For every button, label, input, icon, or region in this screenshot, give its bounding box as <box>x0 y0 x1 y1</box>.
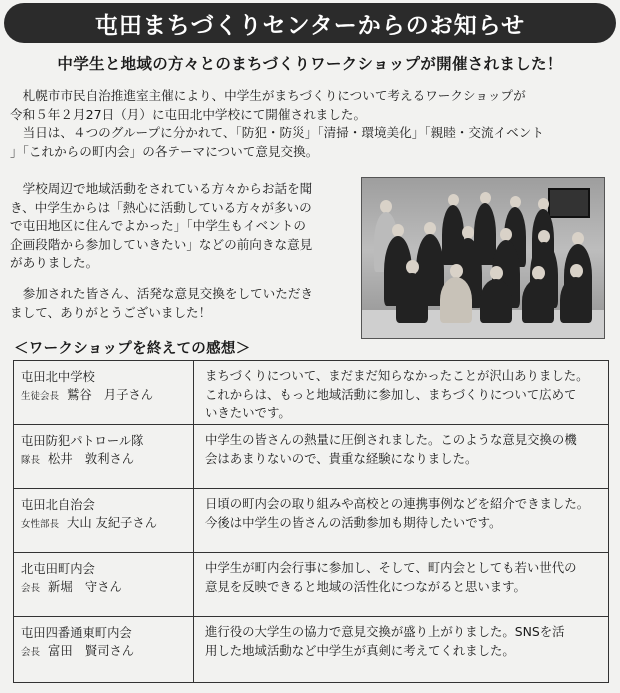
table-row <box>14 361 609 425</box>
org-name: 屯田防犯パトロール隊 <box>21 434 144 448</box>
org-name: 屯田北自治会 <box>21 498 95 512</box>
article-headline: 中学生と地域の方々とのまちづくりワークショップが開催されました！ <box>57 55 563 73</box>
photo-screen <box>548 188 590 218</box>
comment-text: 中学生が町内会行事に参加し、そして、町内会としても若い世代の 意見を反映できると地域の活性化につながると思います。 <box>205 560 577 594</box>
person-name: 松井 敦利さん <box>48 452 135 466</box>
org-name: 屯田北中学校 <box>21 370 95 384</box>
comment-text: まちづくりについて、まだまだ知らなかったことが沢山ありました。 これからは、もっと地域活動に参加し、まちづくりについて広めて いきたいです。 <box>205 368 589 421</box>
person-role: 会長 <box>21 583 41 594</box>
org-name: 屯田四番通東町内会 <box>21 626 132 640</box>
comment-text: 日頃の町内会の取り組みや高校との連携事例などを紹介できました。 今後は中学生の皆さんの活動参加も期待したいです。 <box>205 496 590 530</box>
person-name: 富田 賢司さん <box>48 644 135 658</box>
comment-text: 進行役の大学生の協力で意見交換が盛り上がりました。SNSを活 用した地域活動など中学生が真剣に考えてくれました。 <box>205 624 565 658</box>
opinions-paragraph: 学校周辺で地域活動をされている方々からお話を聞 き、中学生からは「熱心に活動している方々が多いの で屯田地区に住んでよかった」「中学生もイベントの 企画段階から参加していきたい」などの前向きな意見 がありました。 <box>10 181 313 271</box>
group-photo <box>361 177 605 339</box>
table-row <box>14 425 609 489</box>
person-name: 鷲谷 月子さん <box>67 388 154 402</box>
person-role: 女性部長 <box>21 519 60 530</box>
person-role: 生徒会長 <box>21 391 60 402</box>
impressions-table <box>13 360 609 683</box>
person-name: 大山 友紀子さん <box>67 516 158 530</box>
table-row <box>14 489 609 553</box>
person-role: 隊長 <box>21 455 41 466</box>
comment-text: 中学生の皆さんの熱量に圧倒されました。このような意見交換の機 会はあまりないので、貴重な経験になりました。 <box>205 432 577 466</box>
intro-paragraph: 札幌市市民自治推進室主催により、中学生がまちづくりについて考えるワークショップが 令和５年２月27日（月）に屯田北中学校にて開催されました。 <box>10 88 526 122</box>
groups-paragraph: 当日は、４つのグループに分かれて、「防犯・防災」「清掃・環境美化」「親睦・交流イベント 」「これからの町内会」の各テーマについて意見交換。 <box>10 125 544 159</box>
person-role: 会長 <box>21 647 41 658</box>
table-row <box>14 617 609 683</box>
banner-title: 屯田まちづくりセンターからのお知らせ <box>94 12 526 39</box>
title-banner <box>4 3 616 43</box>
table-row <box>14 553 609 617</box>
impressions-heading: ＜ワークショップを終えての感想＞ <box>14 341 251 357</box>
org-name: 北屯田町内会 <box>21 562 95 576</box>
thanks-paragraph: 参加された皆さん、活発な意見交換をしていただき まして、ありがとうございました！ <box>10 286 314 320</box>
person-name: 新堀 守さん <box>48 580 122 594</box>
